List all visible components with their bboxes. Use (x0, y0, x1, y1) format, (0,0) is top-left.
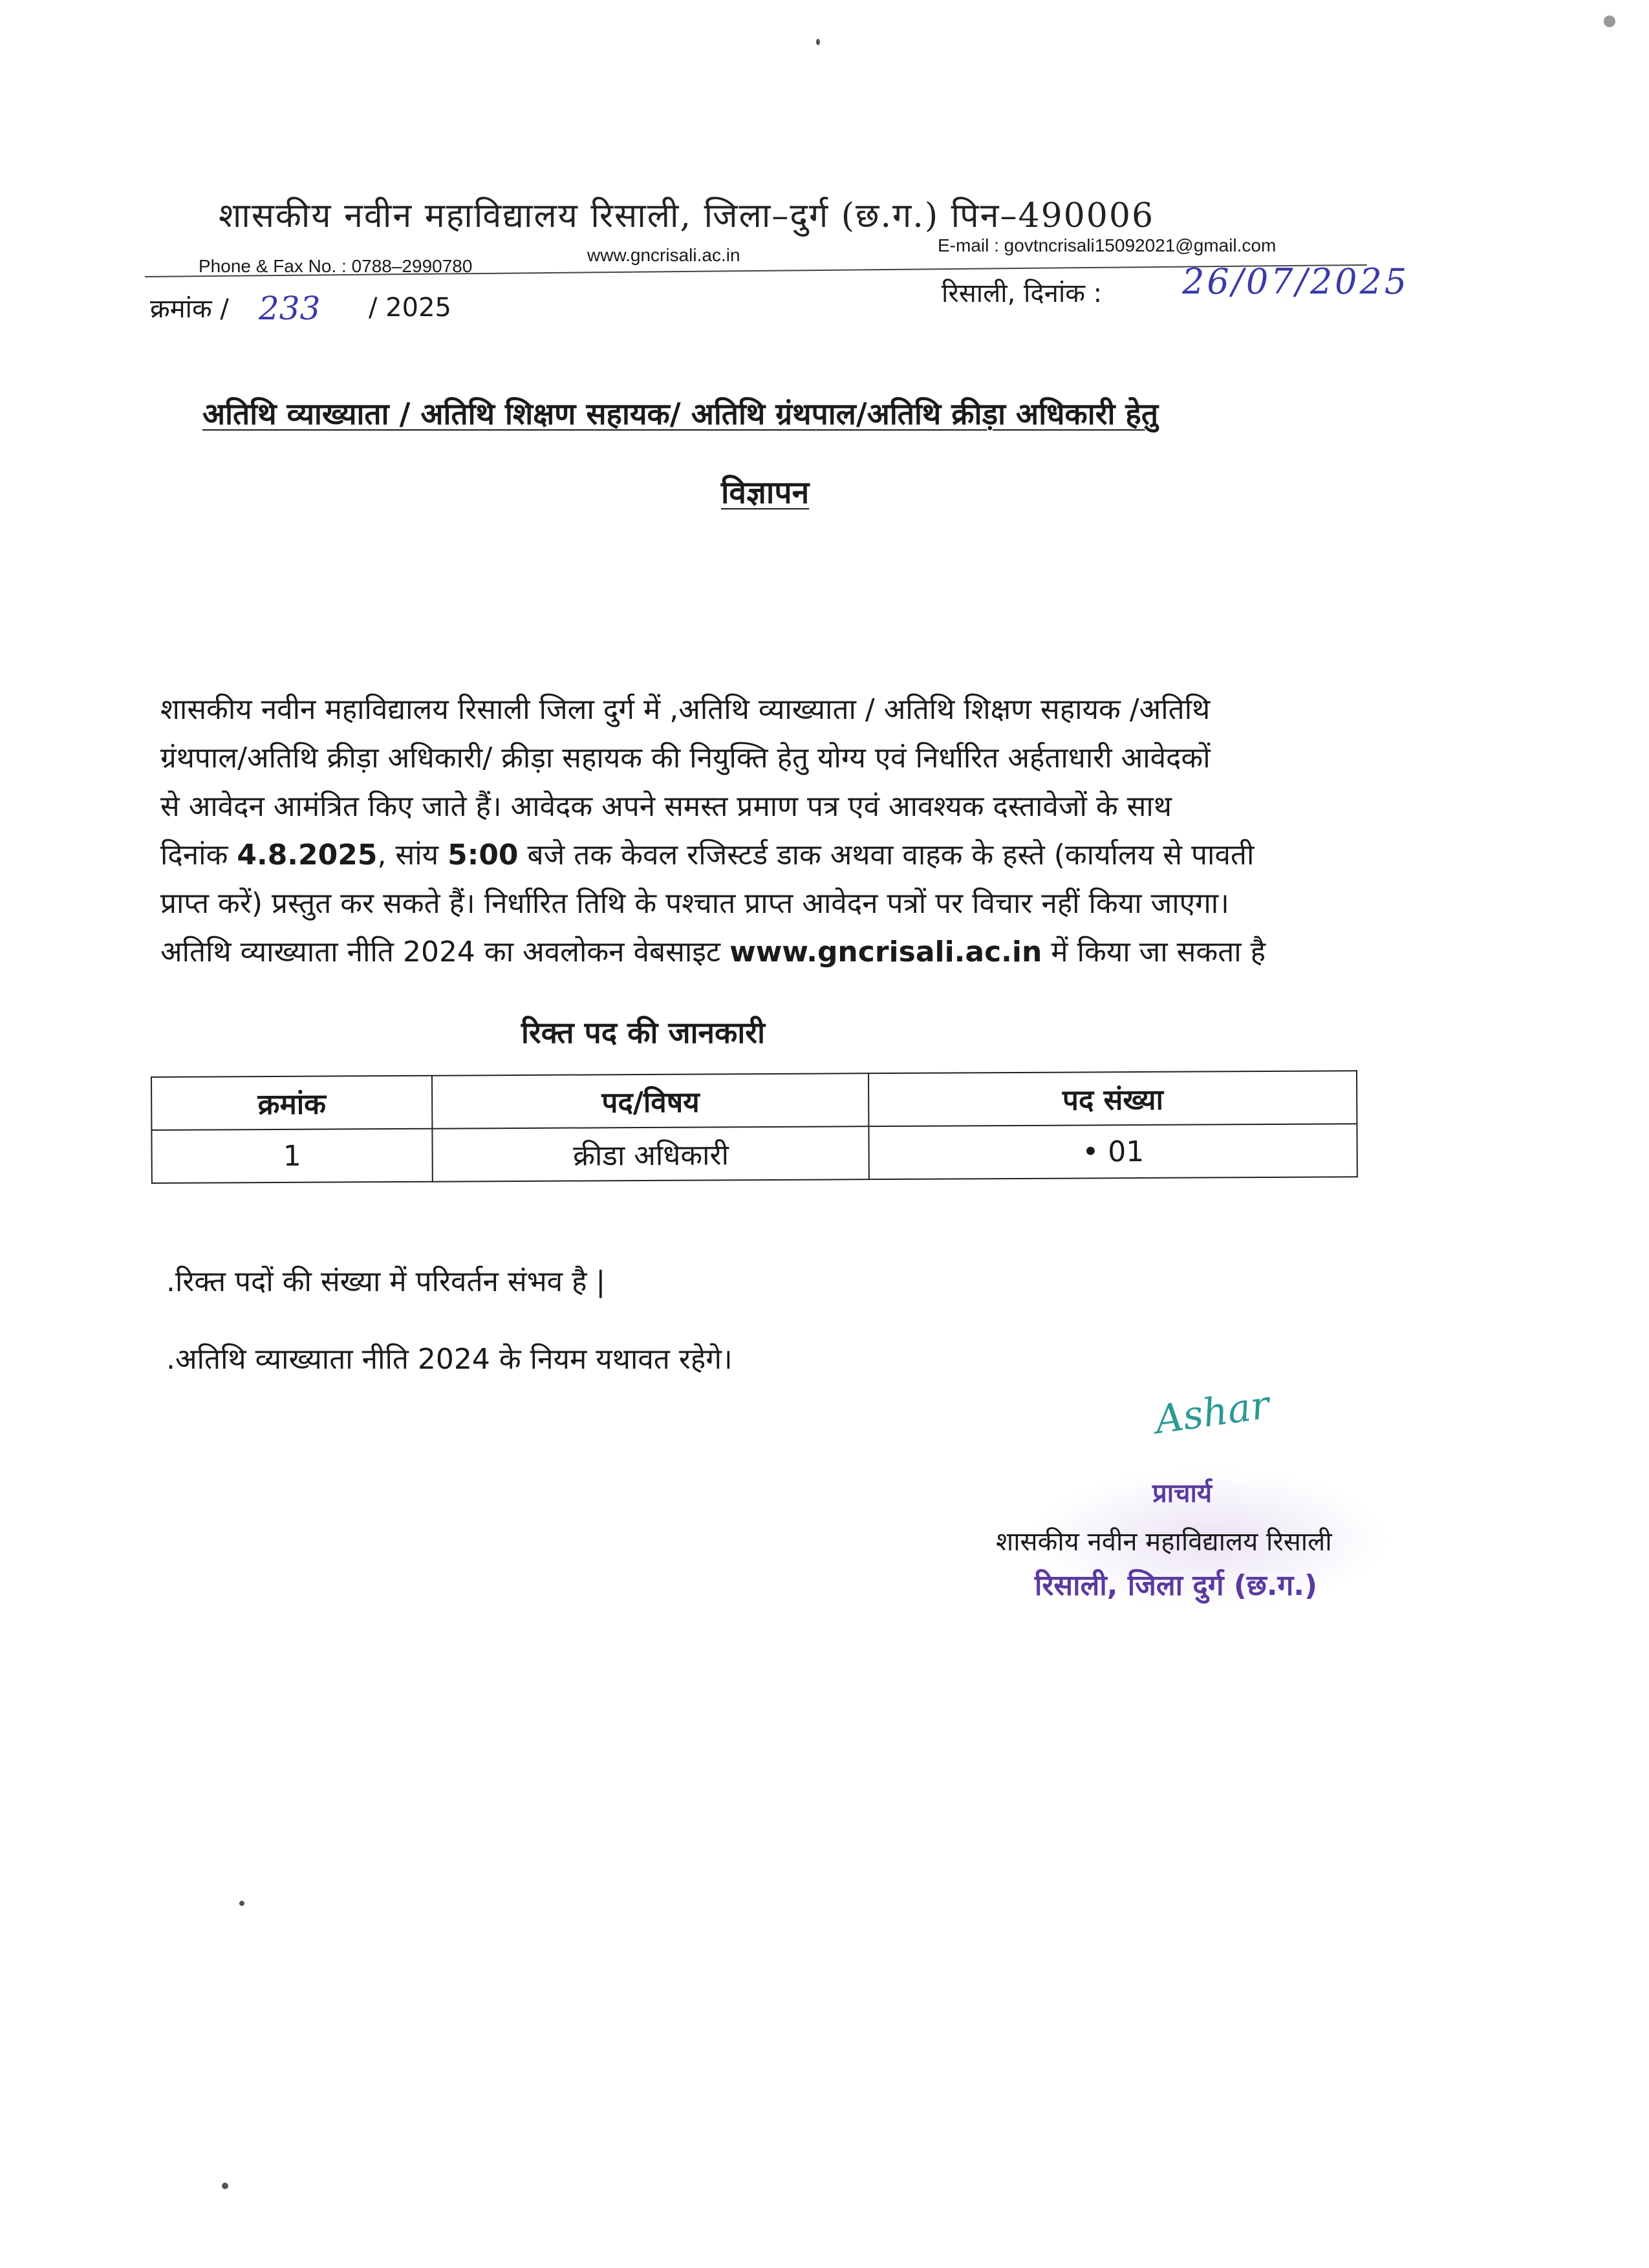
notice-subject: अतिथि व्याख्याता / अतिथि शिक्षण सहायक/ अतिथि ग्रंथपाल/अतिथि क्रीड़ा अधिकारी हेतु (202, 396, 1159, 431)
vacancy-table (151, 1070, 1358, 1184)
scan-speck (1604, 16, 1615, 27)
cell-count: • 01 (869, 1124, 1357, 1179)
reference-label: क्रमांक / (150, 294, 229, 324)
header-serial: क्रमांक (151, 1076, 433, 1130)
body-line-6-prefix: अतिथि व्याख्याता नीति 2024 का अवलोकन वेबसाइट (160, 936, 730, 968)
body-line-4 (160, 831, 1454, 879)
scan-speck (239, 1901, 244, 1906)
body-line-4-prefix: दिनांक (160, 839, 237, 872)
note-policy-rules: .अतिथि व्याख्याता नीति 2024 के नियम यथावत रहेगे। (166, 1343, 733, 1376)
body-line-2: ग्रंथपाल/अतिथि क्रीड़ा अधिकारी/ क्रीड़ा सहायक की नियुक्ति हेतु योग्य एवं निर्धारित अर्हताधारी आवेदकों (160, 742, 1211, 775)
body-line-3: से आवेदन आमंत्रित किए जाते हैं। आवेदक अपने समस्त प्रमाण पत्र एवं आवश्यक दस्तावेजों के साथ (160, 790, 1172, 823)
date-value: 26/07/2025 (1182, 261, 1410, 302)
body-line-6 (160, 928, 1454, 976)
policy-website-link[interactable]: www.gncrisali.ac.in (729, 936, 1042, 968)
body-line-4-suffix: बजे तक केवल रजिस्टर्ड डाक अथवा वाहक के हस्ते (कार्यालय से पावती (518, 839, 1255, 872)
principal-signature: Ashar (1152, 1382, 1273, 1443)
reference-year: / 2025 (369, 293, 451, 323)
note-vacancy-change: .रिक्त पदों की संख्या में परिवर्तन संभव है | (166, 1265, 606, 1298)
scan-speck (816, 39, 820, 45)
notice-body (160, 685, 1454, 976)
table-row (151, 1124, 1357, 1183)
body-line-1: शासकीय नवीन महाविद्यालय रिसाली जिला दुर्ग में ,अतिथि व्याख्याता / अतिथि शिक्षण सहायक /अतिथि (160, 693, 1211, 726)
signatory-college: शासकीय नवीन महाविद्यालय रिसाली (996, 1527, 1332, 1557)
institution-name: शासकीय नवीन महाविद्यालय रिसाली, जिला–दुर्ग (छ.ग.) पिन–490006 (219, 197, 1155, 235)
signatory-place: रिसाली, जिला दुर्ग (छ.ग.) (1035, 1569, 1318, 1602)
body-line-5: प्राप्त करें) प्रस्तुत कर सकते हैं। निर्धारित तिथि के पश्चात प्राप्त आवेदन पत्रों पर विचार नहीं किया जाएगा। (160, 887, 1229, 920)
body-line-4-mid: , सांय (377, 839, 448, 872)
body-line-6-suffix: में किया जा सकता है (1042, 936, 1266, 968)
website-link[interactable]: www.gncrisali.ac.in (587, 245, 740, 265)
deadline-time: 5:00 (447, 839, 519, 872)
header-post: पद/विषय (432, 1073, 869, 1129)
vacancy-heading: रिक्त पद की जानकारी (521, 1015, 765, 1050)
reference-number: 233 (259, 290, 321, 327)
signatory-role: प्राचार्य (1152, 1479, 1212, 1508)
header-count: पद संख्या (868, 1071, 1357, 1126)
email-address[interactable]: E-mail : govtncrisali15092021@gmail.com (938, 235, 1277, 255)
scan-speck (222, 2183, 228, 2189)
table-header-row (151, 1071, 1357, 1130)
cell-post: क्रीडा अधिकारी (433, 1126, 870, 1182)
phone-fax: Phone & Fax No. : 0788–2990780 (199, 256, 473, 276)
deadline-date: 4.8.2025 (237, 839, 378, 872)
cell-serial: 1 (151, 1129, 433, 1183)
date-label: रिसाली, दिनांक : (942, 279, 1103, 308)
notice-title: विज्ञापन (721, 475, 810, 511)
